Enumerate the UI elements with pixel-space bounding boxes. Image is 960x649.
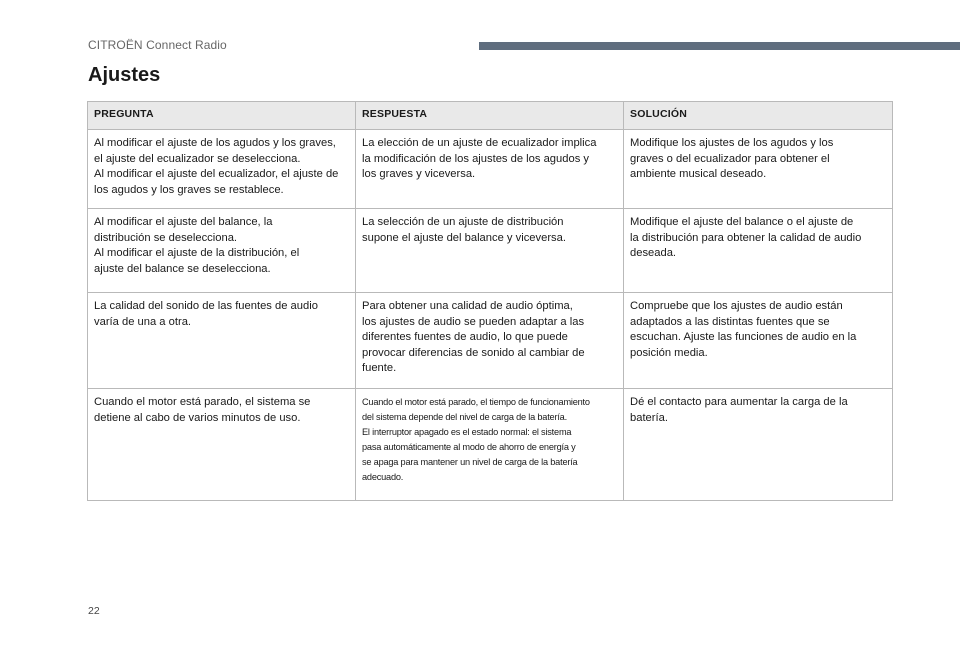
header-pregunta: PREGUNTA (88, 102, 356, 130)
cell-line: Cuando el motor está parado, el tiempo de funcionamiento (362, 397, 590, 407)
cell-line: La elección de un ajuste de ecualizador implica (362, 137, 597, 149)
cell-solucion (624, 130, 893, 209)
cell-line: La selección de un ajuste de distribución (362, 216, 564, 228)
cell-line: Modifique los ajustes de los agudos y los (630, 137, 834, 149)
header-respuesta: RESPUESTA (356, 102, 624, 130)
cell-line: Al modificar el ajuste de los agudos y los graves, (94, 137, 336, 149)
header-bar (479, 42, 960, 50)
header-title: CITROËN Connect Radio (88, 38, 227, 52)
cell-line: Modifique el ajuste del balance o el ajuste de (630, 216, 854, 228)
cell-pregunta (88, 293, 356, 389)
cell-respuesta (356, 389, 624, 501)
cell-line: Compruebe que los ajustes de audio están (630, 300, 843, 312)
cell-respuesta (356, 293, 624, 389)
table-header-row (88, 102, 893, 130)
cell-line: los agudos y los graves se restablece. (94, 183, 284, 196)
cell-line: del sistema depende del nivel de carga de la batería. (362, 412, 567, 422)
cell-line: la distribución para obtener la calidad de audio (630, 231, 862, 244)
cell-line: diferentes fuentes de audio, lo que puede (362, 331, 568, 343)
cell-line: Cuando el motor está parado, el sistema se (94, 396, 311, 408)
cell-line: deseada. (630, 247, 677, 259)
cell-line: Para obtener una calidad de audio óptima, (362, 300, 573, 312)
cell-line: Al modificar el ajuste de la distribución, el (94, 247, 300, 259)
cell-line: ajuste del balance se deselecciona. (94, 262, 271, 275)
section-title: Ajustes (88, 64, 161, 86)
cell-line: La calidad del sonido de las fuentes de audio (94, 300, 318, 312)
cell-line: detiene al cabo de varios minutos de uso. (94, 411, 301, 424)
cell-line: batería. (630, 411, 668, 424)
table-row (88, 389, 893, 501)
cell-line: escuchan. Ajuste las funciones de audio en la (630, 331, 857, 343)
cell-line: fuente. (362, 362, 397, 374)
cell-line: adaptados a las distintas fuentes que se (630, 315, 830, 328)
faq-table (87, 101, 893, 501)
cell-line: el ajuste del ecualizador se deselecciona. (94, 152, 301, 165)
table-row (88, 209, 893, 293)
table-row (88, 130, 893, 209)
cell-line: los ajustes de audio se pueden adaptar a las (362, 315, 585, 328)
cell-solucion (624, 209, 893, 293)
cell-line: supone el ajuste del balance y viceversa. (362, 231, 566, 244)
page-number: 22 (88, 605, 100, 617)
cell-respuesta (356, 130, 624, 209)
cell-line: provocar diferencias de sonido al cambiar de (362, 346, 585, 359)
cell-solucion (624, 389, 893, 501)
cell-line: distribución se deselecciona. (94, 231, 238, 244)
cell-line: Al modificar el ajuste del balance, la (94, 216, 273, 228)
table-row (88, 293, 893, 389)
cell-line: adecuado. (362, 472, 404, 482)
cell-pregunta (88, 209, 356, 293)
cell-solucion (624, 293, 893, 389)
cell-line: se apaga para mantener un nivel de carga de la batería (362, 457, 578, 467)
cell-pregunta (88, 389, 356, 501)
cell-line: El interruptor apagado es el estado normal: el sistema (362, 427, 572, 437)
cell-line: graves o del ecualizador para obtener el (630, 152, 830, 165)
cell-line: Al modificar el ajuste del ecualizador, el ajuste de (94, 168, 339, 180)
cell-line: pasa automáticamente al modo de ahorro de energía y (362, 442, 576, 452)
cell-pregunta (88, 130, 356, 209)
cell-line: ambiente musical deseado. (630, 168, 767, 180)
cell-line: posición media. (630, 346, 708, 359)
header-solucion: SOLUCIÓN (624, 102, 893, 130)
cell-line: varía de una a otra. (94, 315, 192, 328)
cell-line: Dé el contacto para aumentar la carga de la (630, 396, 848, 408)
cell-respuesta (356, 209, 624, 293)
cell-line: los graves y viceversa. (362, 168, 476, 180)
cell-line: la modificación de los ajustes de los agudos y (362, 152, 589, 165)
